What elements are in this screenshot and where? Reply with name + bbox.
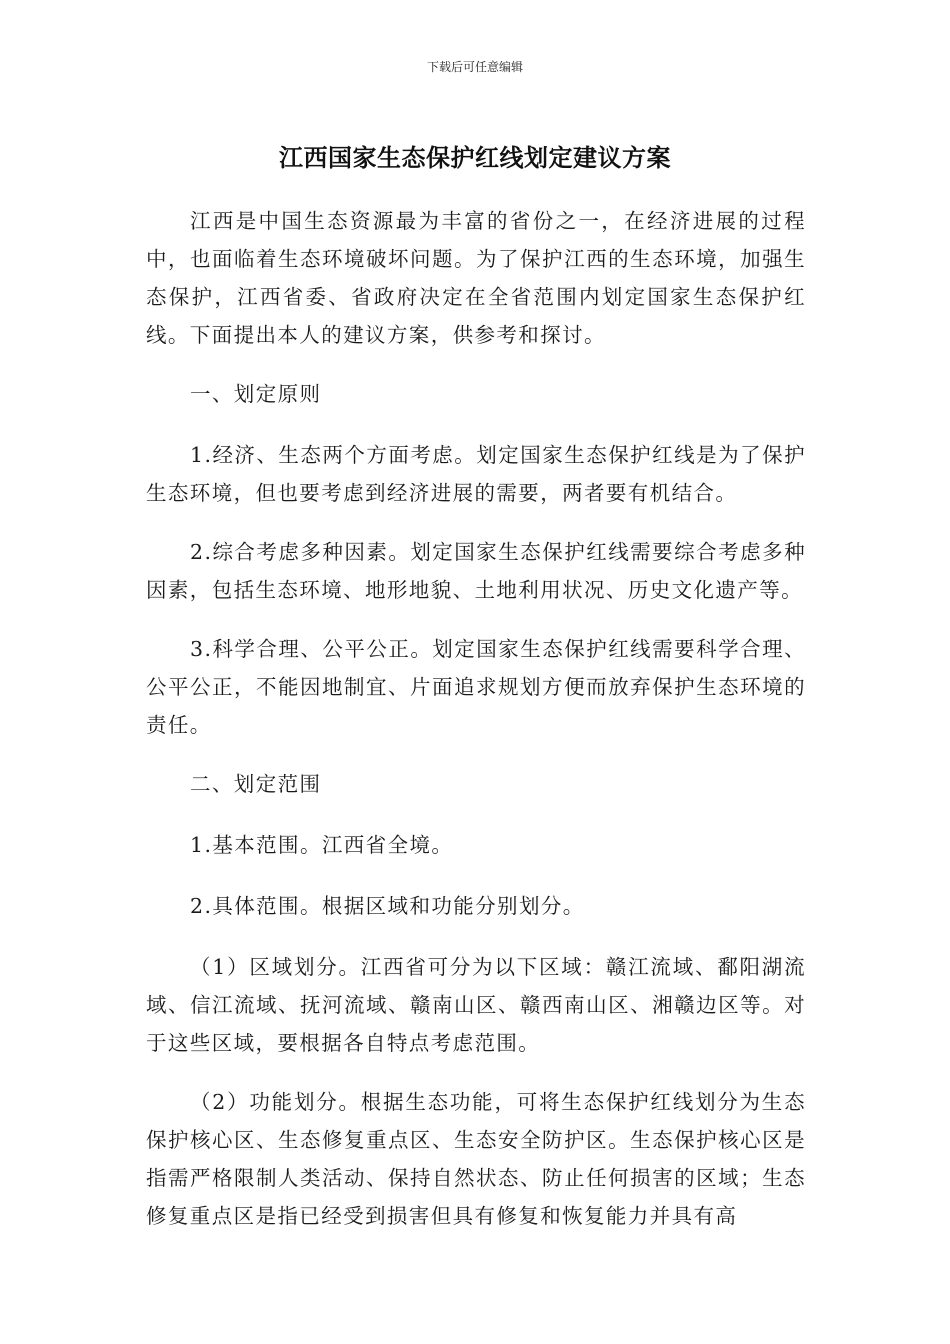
document-title: 江西国家生态保护红线划定建议方案 bbox=[279, 144, 671, 172]
scope-item-1: 1.基本范围。江西省全境。 bbox=[190, 833, 454, 857]
section-heading-scope: 二、划定范围 bbox=[190, 772, 322, 796]
principle-item-1: 1.经济、生态两个方面考虑。划定国家生态保护红线是为了保护生态环境，但也要考虑到经济进展的需要，两者要有机结合。 bbox=[146, 443, 806, 505]
section-heading-principles: 一、划定原则 bbox=[190, 382, 322, 406]
scope-subitem-function: （2）功能划分。根据生态功能，可将生态保护红线划分为生态保护核心区、生态修复重点区、生态安全防护区。生态保护核心区是指需严格限制人类活动、保持自然状态、防止任何损害的区域；生态修复重点区是指已经受到损害但具有修复和恢复能力并具有高 bbox=[146, 1090, 806, 1228]
document-body bbox=[146, 202, 806, 1256]
header-note: 下载后可任意编辑 bbox=[426, 60, 523, 74]
principle-item-3: 3.科学合理、公平公正。划定国家生态保护红线需要科学合理、公平公正，不能因地制宜、片面追求规划方便而放弃保护生态环境的责任。 bbox=[146, 637, 806, 737]
scope-item-2: 2.具体范围。根据区域和功能分别划分。 bbox=[190, 894, 585, 918]
principle-item-2: 2.综合考虑多种因素。划定国家生态保护红线需要综合考虑多种因素，包括生态环境、地形地貌、土地利用状况、历史文化遗产等。 bbox=[146, 540, 806, 602]
scope-subitem-region: （1）区域划分。江西省可分为以下区域：赣江流域、鄱阳湖流域、信江流域、抚河流域、赣南山区、赣西南山区、湘赣边区等。对于这些区域，要根据各自特点考虑范围。 bbox=[146, 955, 806, 1055]
intro-paragraph: 江西是中国生态资源最为丰富的省份之一，在经济进展的过程中，也面临着生态环境破坏问题。为了保护江西的生态环境，加强生态保护，江西省委、省政府决定在全省范围内划定国家生态保护红线。下面提出本人的建议方案，供参考和探讨。 bbox=[146, 209, 806, 347]
